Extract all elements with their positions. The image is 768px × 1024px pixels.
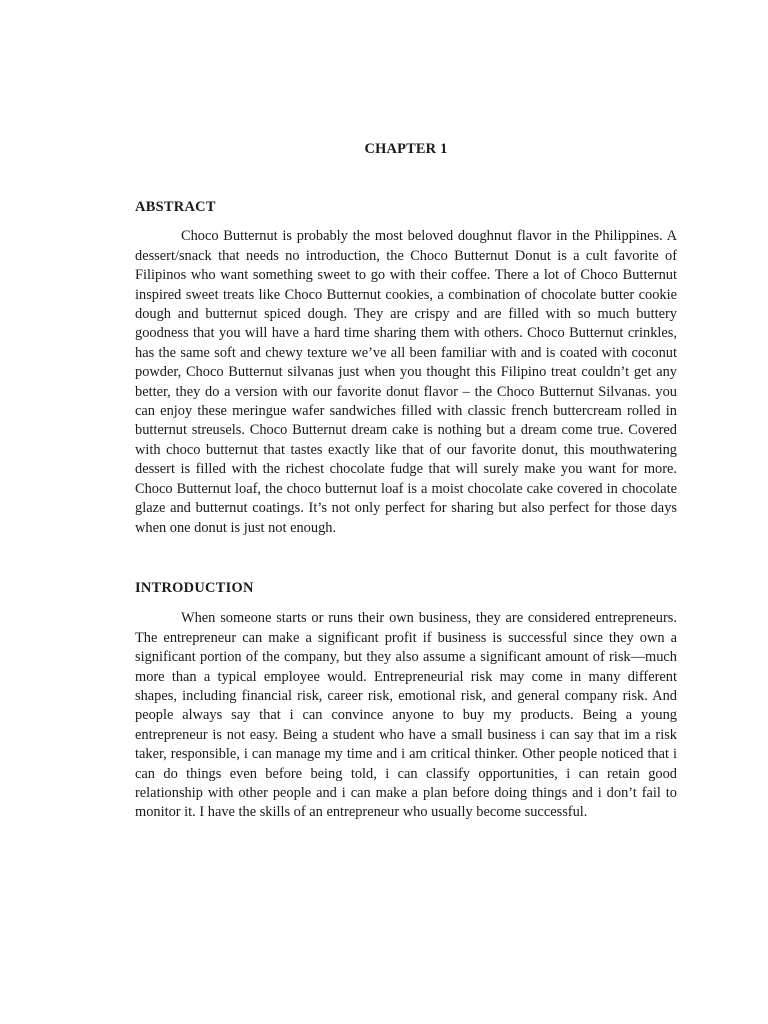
abstract-section — [135, 198, 677, 538]
abstract-body: Choco Butternut is probably the most beloved doughnut flavor in the Philippines. A dessert/snack that needs no introduction, the Choco Butternut Donut is a cult favorite of Filipinos who want something sweet to go with their coffee. There a lot of Choco Butternut inspired sweet treats like Choco Butternut cookies, a combination of chocolate butter cookie dough and butternut spiced dough. They are crispy and are filled with so much buttery goodness that you will have a hard time sharing them with others. Choco Butternut crinkles, has the same soft and chewy texture we’ve all been familiar with and is coated with coconut powder, Choco Butternut silvanas just when you thought this Filipino treat couldn’t get any better, they do a version with our favorite donut flavor – the Choco Butternut Silvanas. you can enjoy these meringue wafer sandwiches filled with classic french buttercream rolled in butternut streusels. Choco Butternut dream cake is nothing but a dream come true. Covered with choco butternut that tastes exactly like that of our favorite donut, this mouthwatering dessert is filled with the richest chocolate fudge that will surely make you want for more. Choco Butternut loaf, the choco butternut loaf is a moist chocolate cake covered in chocolate glaze and butternut coatings. It’s not only perfect for sharing but also perfect for those days when one donut is just not enough. — [135, 228, 677, 536]
chapter-title: CHAPTER 1 — [364, 141, 448, 157]
introduction-heading: INTRODUCTION — [135, 580, 254, 596]
introduction-body: When someone starts or runs their own business, they are considered entrepreneurs. The entrepreneur can make a significant profit if business is successful since they own a significant portion of the company, but they also assume a significant amount of risk—much more than a typical employee would. Entrepreneurial risk may come in many different shapes, including financial risk, career risk, emotional risk, and general company risk. And people always say that i can convince anyone to buy my products. Being a young entrepreneur is not easy. Being a student who have a small business i can say that im a risk taker, responsible, i can manage my time and i am critical thinker. Other people noticed that i can do things even before being told, i can classify opportunities, i can retain good relationship with other people and i can make a plan before doing things and i don’t fail to monitor it. I have the skills of an entrepreneur who usually become successful. — [135, 610, 677, 821]
abstract-heading: ABSTRACT — [135, 199, 216, 215]
introduction-section — [135, 579, 677, 823]
